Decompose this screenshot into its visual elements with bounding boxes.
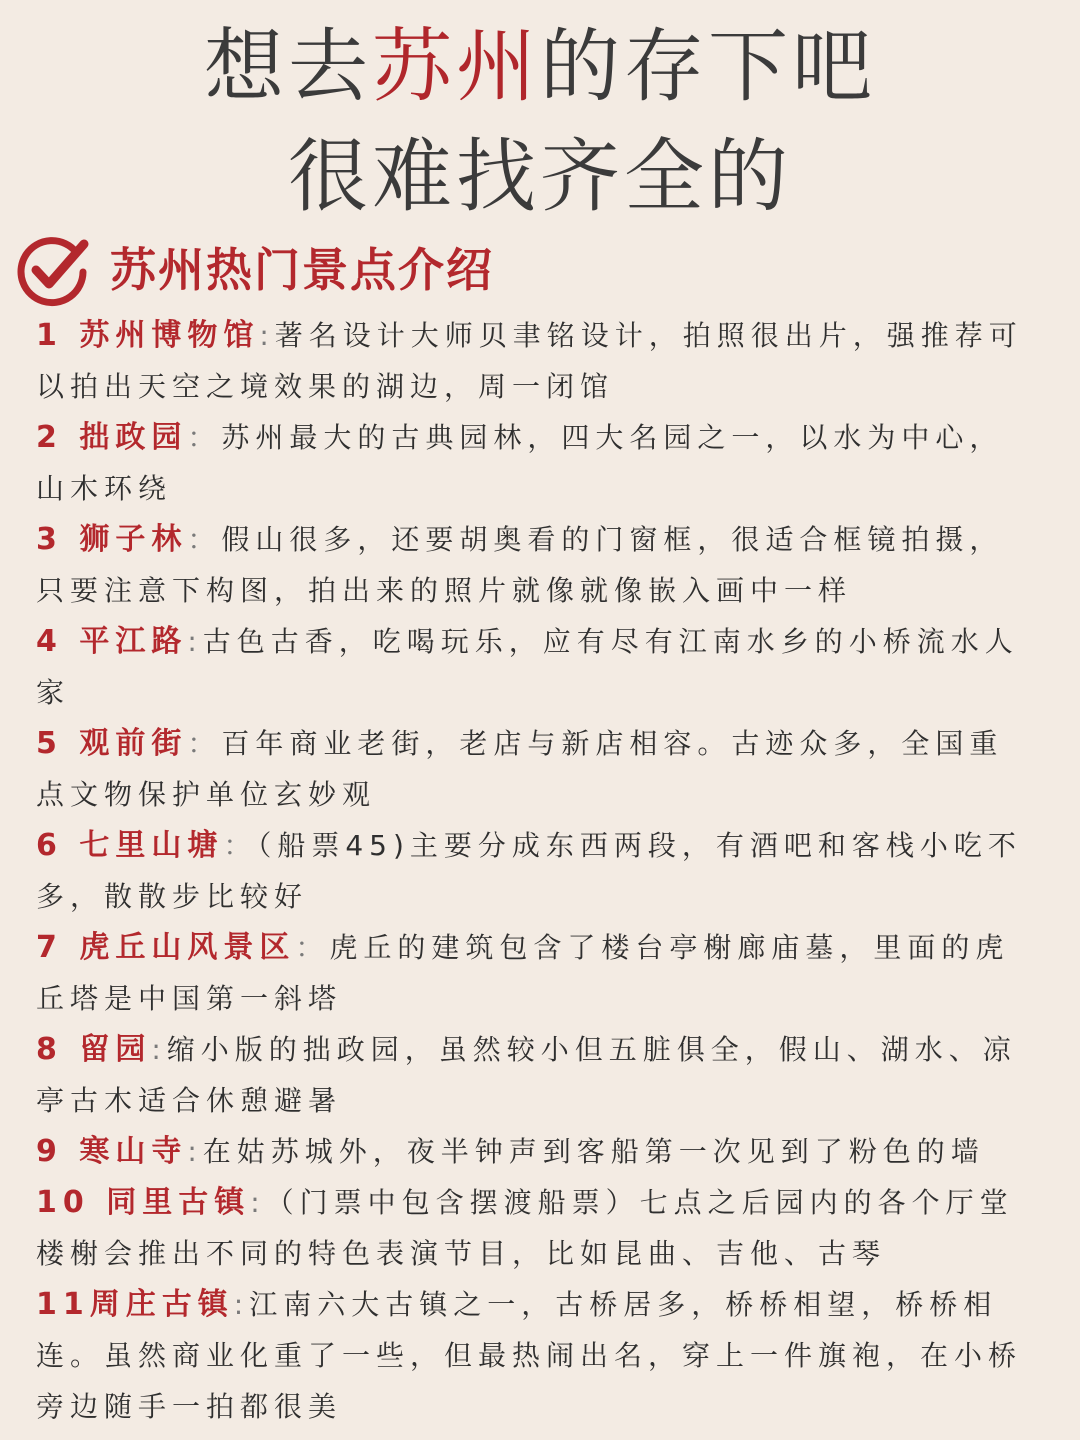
list-item (36, 820, 1036, 922)
separator: : (187, 625, 203, 658)
attraction-name: 6 七里山塘 (36, 828, 224, 863)
attraction-name: 3 狮子林 (36, 522, 188, 557)
list-item (36, 1024, 1036, 1126)
attraction-description: 古色古香，吃喝玩乐，应有尽有江南水乡的小桥流水人家 (36, 625, 1019, 709)
attraction-description: 假山很多，还要胡奥看的门窗框，很适合框镜拍摄，只要注意下构图，拍出来的照片就像就像嵌入画中一样 (36, 523, 1004, 607)
section-title: 苏州热门景点介绍 (110, 243, 494, 297)
attraction-name: 1 苏州博物馆 (36, 318, 260, 353)
list-item (36, 718, 1036, 820)
list-item (36, 514, 1036, 616)
attraction-name: 8 留园 (36, 1032, 152, 1067)
title-line-1-pre: 想去 (204, 20, 372, 113)
list-item (36, 616, 1036, 718)
separator: : (151, 1033, 167, 1066)
attraction-name: 9 寒山寺 (36, 1134, 188, 1169)
separator: : (259, 319, 275, 352)
list-item (36, 310, 1036, 412)
attraction-description: 著名设计大师贝聿铭设计，拍照很出片，强推荐可以拍出天空之境效果的湖边，周一闭馆 (36, 319, 1023, 403)
attraction-description: 百年商业老街，老店与新店相容。古迹众多，全国重点文物保护单位玄妙观 (36, 727, 1004, 811)
attraction-name: 5 观前街 (36, 726, 188, 761)
attraction-description: （门票中包含摆渡船票）七点之后园内的各个厅堂楼榭会推出不同的特色表演节目，比如昆曲、吉他、古琴 (36, 1186, 1014, 1270)
attraction-name: 7 虎丘山风景区 (36, 930, 296, 965)
check-circle-icon (14, 232, 92, 308)
separator: ： (187, 523, 222, 556)
separator: ： (187, 727, 222, 760)
list-item (36, 412, 1036, 514)
separator: : (187, 1135, 203, 1168)
separator: ： (187, 421, 222, 454)
attraction-name: 2 拙政园 (36, 420, 188, 455)
title-line-2: 很难找齐全的 (288, 130, 792, 223)
attraction-description: 虎丘的建筑包含了楼台亭榭廊庙墓，里面的虎丘塔是中国第一斜塔 (36, 931, 1010, 1015)
title-line-1 (0, 12, 1080, 122)
attraction-description: 缩小版的拙政园，虽然较小但五脏俱全，假山、湖水、凉亭古木适合休憩避暑 (36, 1033, 1017, 1117)
attraction-name: 4 平江路 (36, 624, 188, 659)
title-highlight: 苏州 (372, 20, 540, 113)
attraction-name: 10 同里古镇 (36, 1185, 251, 1220)
list-item (36, 1126, 1036, 1177)
separator: ： (223, 829, 258, 862)
list-item (36, 922, 1036, 1024)
section-header (14, 232, 1064, 308)
attraction-description: 苏州最大的古典园林，四大名园之一，以水为中心，山木环绕 (36, 421, 1004, 505)
attraction-name: 11周庄古镇 (36, 1287, 234, 1322)
attraction-description: 在姑苏城外，夜半钟声到客船第一次见到了粉色的墙 (202, 1135, 985, 1168)
list-item (36, 1177, 1036, 1279)
separator: : (250, 1186, 266, 1219)
attraction-description: （船票45)主要分成东西两段，有酒吧和客栈小吃不多，散散步比较好 (36, 829, 1022, 913)
title-line-1-post: 的存下吧 (540, 20, 876, 113)
separator: : (233, 1288, 250, 1321)
list-item (36, 1279, 1036, 1432)
attraction-description: 江南六大古镇之一，古桥居多，桥桥相望，桥桥相连。虽然商业化重了一些，但最热闹出名，穿上一件旗袍，在小桥旁边随手一拍都很美 (36, 1288, 1023, 1423)
attraction-list (36, 310, 1036, 1432)
separator: ： (295, 931, 330, 964)
page-title (0, 12, 1080, 232)
